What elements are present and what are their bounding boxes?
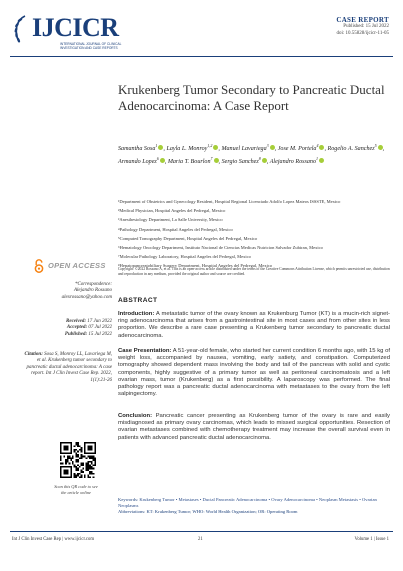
abstract-heading: ABSTRACT [118, 297, 158, 304]
correspondence-block [22, 282, 112, 301]
affiliation-item: ¹Department of Obstetrics and Gynecology Resident, Hospital Regional Licenciado Adolfo Lopez Mateos ISSSTE, Mexico [118, 199, 341, 204]
article-meta-header [336, 16, 389, 37]
conclusion-label: Conclusion: [118, 413, 153, 419]
citation-block [22, 352, 112, 384]
author-affiliation-number: 1,2 [207, 143, 213, 148]
received-date: 17 Jun 2022 [87, 319, 112, 324]
laurel-icon [10, 12, 32, 46]
dates-block [22, 319, 112, 338]
orcid-icon[interactable] [270, 145, 275, 150]
author-affiliation-number: 3 [266, 143, 269, 148]
published-label: Published: [64, 331, 88, 337]
abstract-introduction [118, 311, 390, 340]
footer-volume: Volume 1 | Issue 1 [354, 537, 389, 542]
author-name[interactable]: Rogelio A. Sanchez [327, 146, 375, 153]
abstract-conclusion [118, 413, 390, 442]
accepted-label: Accepted: [66, 325, 88, 331]
orcid-icon[interactable] [378, 145, 383, 150]
keywords-block [118, 497, 390, 516]
journal-logo[interactable] [10, 10, 150, 52]
affiliation-item: ⁶Hematology Oncology Department, Instituto Nacional de Ciencias Medicas Nutricion Salvador Zubiran, Mexico [118, 245, 323, 251]
case-presentation-label: Case Presentation: [118, 348, 172, 354]
affiliation-item: ⁸Hepatopancreatobiliary Surgery Department, Hospital Angeles del Pedregal, Mexico [118, 263, 273, 269]
sidebar-published-date: 15 Jul 2022 [88, 331, 112, 337]
correspondence-name: Alejandro Rossano [73, 288, 112, 294]
orcid-icon[interactable] [213, 145, 218, 150]
qr-code[interactable] [60, 442, 96, 478]
abbreviations-label: Abbreviations: [118, 509, 146, 515]
case-presentation-text: A 51-year-old female, who started her current condition 6 months ago, with 15 kg of weight loss, accompanied by nausea, vomiting, early satiety, and constipation. Computerized tomography showed dependent mass involving the body and tail of the pancreas with solid and cystic components, highly suggestive of a primary tumor as well as peritoneal carcinomatosis and a left ovarian mass, tumor (Krukenberg) as a first possibility. A laparoscopy was performed. The final pathology report was a pancreatic ductal adenocarcinoma with metastases to the ovary from the left salpingectomy. [118, 348, 390, 398]
correspondence-email[interactable]: alexrossano@yahoo.com [61, 294, 112, 300]
published-date: Published: 15 Jul 2022 [343, 24, 389, 29]
doi-link[interactable]: doi: 10.55828/ijcicr-11-05 [336, 30, 389, 36]
footer-divider [10, 531, 393, 532]
received-label: Received: [66, 319, 87, 324]
affiliation-item: ³Anesthesiology Department, La Salle University, Mexico [118, 217, 223, 223]
author-name[interactable]: Armando Lopez [118, 159, 157, 166]
author-affiliation-number: 7 [210, 156, 213, 162]
author-affiliation-number: 1 [155, 143, 158, 148]
accepted-date: 07 Jul 2022 [88, 325, 112, 331]
author-name[interactable]: Maria T. Bourlon [167, 159, 211, 166]
abstract-case-presentation [118, 348, 390, 398]
orcid-icon[interactable] [214, 158, 219, 163]
author-name[interactable]: Manuel Lavariega [221, 146, 267, 153]
keywords-text: Krukenberg Tumor • Metastases • Ductal Pancreatic Adenocarcinoma • Ovary Adenocarcinoma • Neoplasm Metastasis • Ovarian Neoplasms [118, 497, 377, 509]
author-name[interactable]: Layla L. Monroy [166, 146, 208, 153]
author-name[interactable]: Jose M. Portela [277, 146, 317, 153]
correspondence-label: *Correspondence: [74, 282, 112, 287]
introduction-label: Introduction: [118, 311, 155, 317]
author-affiliation-number: 1 [316, 156, 319, 162]
affiliation-item: ⁵Computed Tomography Department, Hospital Angeles del Pedregal, Mexico [118, 235, 258, 241]
header-divider [10, 56, 393, 57]
introduction-text: A metastatic tumor of the ovary known as Krukenburg Tumor (KT) is a mucin-rich signet-ring adenocarcinoma that arises from a gastrointestinal site in most cases and from other sites in less proportion. We describe a rare case presenting a Krukenberg tumor secondary to pancreatic ductal adenocarcinoma. [118, 311, 390, 339]
affiliation-item: ⁷Molecular Pathology Laboratory, Hospital Angeles del Pedregal, Mexico [118, 254, 251, 260]
affiliation-item: ²Medical Physician, Hospital Angeles del Pedregal, Mexico [118, 208, 226, 214]
keywords-label: Keywords: [118, 497, 139, 502]
author-affiliation-number: 6 [156, 156, 159, 162]
author-affiliation-number: 4 [316, 143, 319, 148]
author-name[interactable]: Alejandro Rossano [269, 159, 317, 166]
author-name[interactable]: Sergio Sanchez [221, 159, 259, 166]
footer-journal[interactable]: Int J Clin Invest Case Rep | www.ijcicr.com [12, 537, 95, 542]
article-title: Krukenberg Tumor Secondary to Pancreatic Ductal Adenocarcinoma: A Case Report [118, 82, 385, 113]
citation-text: Sosa S, Monroy LL, Lavariega M, et al. Krukenberg tumor secondary to pancreatic ductal adenocarcinoma: A case report. Int J Clin Invest Case Rep. 2022, 1(1):21-26 [26, 352, 112, 383]
logo-wordmark: IJCICR [32, 13, 119, 42]
affiliation-item: ⁴Pathology Department, Hospital Angeles del Pedregal, Mexico [118, 226, 233, 232]
open-access-label: OPEN ACCESS [48, 261, 106, 270]
affiliations [118, 197, 388, 271]
orcid-icon[interactable] [158, 145, 163, 150]
abbreviations-text: KT: Krukenberg Tumor; WHO: World Health Organization; OR: Operating Room [146, 509, 298, 515]
orcid-icon[interactable] [319, 158, 324, 163]
conclusion-text: Pancreatic cancer presenting as Krukenberg tumor of the ovary is rare and easily misdiagnosed as primary ovary carcinomas, which leads to missed surgical opportunities. Resection of ovarian metastases combined with chemotherapy treatment may increase the overall survival even in patients with advanced pancreatic ductal adenocarcinoma. [118, 413, 390, 441]
author-name[interactable]: Samantha Sosa [118, 146, 156, 153]
article-type: CASE REPORT [336, 16, 389, 24]
author-list: Samantha Sosa$^1$, Layla L. Monroy$^{1,2}$, Manuel Lavariega$^3$, Jose M. Portela$^4$, Rogelio A. Sanchez$^5$, Armando Lopez$^6$, Maria T. Bourlon$^7$, Sergio Sanchez$^8$, Alejandro Rossano$^1$ [118, 143, 385, 166]
orcid-icon[interactable] [319, 145, 324, 150]
page-number: 21 [198, 537, 203, 542]
open-access-badge [34, 259, 124, 273]
logo-subtitle: INTERNATIONAL JOURNAL OF CLINICAL INVESTIGATION AND CASE REPORTS [60, 42, 122, 50]
author-affiliation-number: 5 [374, 143, 377, 148]
author-affiliation-number: 8 [258, 156, 261, 162]
orcid-icon[interactable] [262, 158, 267, 163]
copyright-notice: Copyright: ©2022 Rossano A, et al. This is an open-access article distributed under the terms of the Creative Commons Attribution License, which permits unrestricted use, distribution and reproduction in any medium, provided the original author and source are credited. [118, 267, 390, 276]
qr-caption: Scan this QR code to see the article online [54, 484, 98, 495]
orcid-icon[interactable] [160, 158, 165, 163]
citation-label: Citation: [24, 352, 43, 357]
open-lock-icon [34, 259, 44, 273]
